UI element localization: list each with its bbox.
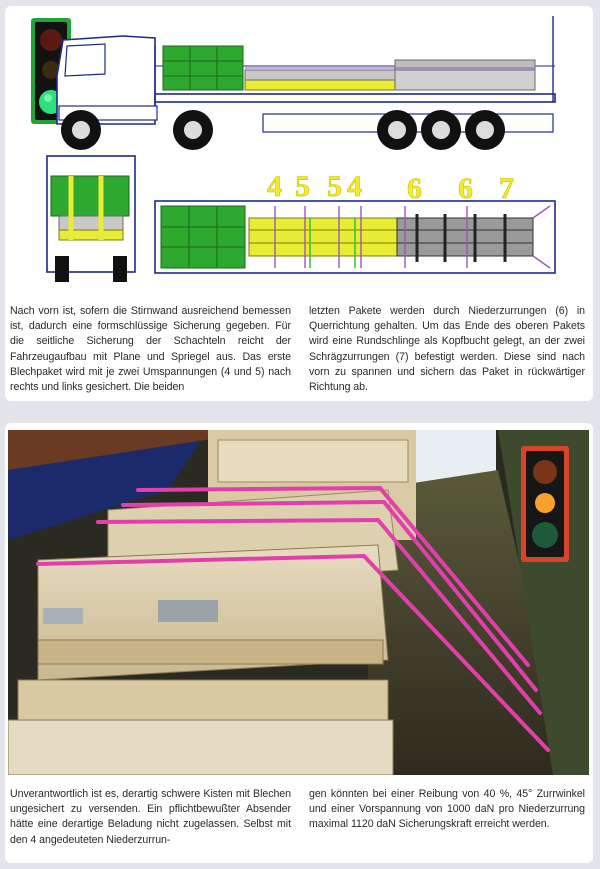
crates-photo	[8, 430, 589, 775]
bottom-panel	[5, 423, 593, 863]
label-4b: 4	[347, 170, 362, 203]
top-paragraph-right: letzten Pakete werden durch Niederzurrungen (6) in Querrichtung gehalten. Um das Ende des oberen Pakets wird eine Rundschlinge als Kopfbucht gelegt, an der zwei Schrägzurrungen (7) befestigt werden. Diese sind nach vorn zu spannen und sichern das Paket in rückwärtiger Richtung ab.	[309, 305, 585, 394]
truck-top-view	[155, 201, 555, 273]
label-6b: 6	[458, 172, 473, 205]
bottom-paragraph-right: gen könnten bei einer Reibung von 40 %, 45° Zurrwinkel und einer Vorspannung von 1000 daN pro Niederzurrung maximal 1120 daN Sicherungskraft erreicht werden.	[309, 788, 585, 831]
label-7: 7	[499, 172, 514, 205]
label-4a: 4	[267, 170, 282, 203]
top-paragraph-left: Nach vorn ist, sofern die Stirnwand ausreichend bemessen ist, dadurch eine formschlüssige Sicherung gegeben. Für die seitliche Sicherung der Schachteln reicht der Fahrzeugaufbau mit Plane und Spriegel aus. Das erste Blechpaket wird mit je zwei Umspannungen (4 und 5) nach rechts und links gesichert. Die beiden	[10, 305, 291, 394]
traffic-light-amber-icon	[521, 446, 569, 562]
label-5b: 5	[327, 170, 342, 203]
label-6a: 6	[407, 172, 422, 205]
label-5a: 5	[295, 170, 310, 203]
top-panel	[5, 6, 593, 401]
truck-loading-diagram	[5, 6, 593, 294]
truck-side-view	[57, 16, 555, 150]
truck-front-view	[47, 156, 135, 282]
bottom-paragraph-left: Unverantwortlich ist es, derartig schwere Kisten mit Blechen ungesichert zu versenden. Ein pflichtbewußter Absender hätte eine derartige Beladung nicht zugelassen. Selbst mit den 4 angedeuteten Niederzurrun-	[10, 788, 291, 846]
